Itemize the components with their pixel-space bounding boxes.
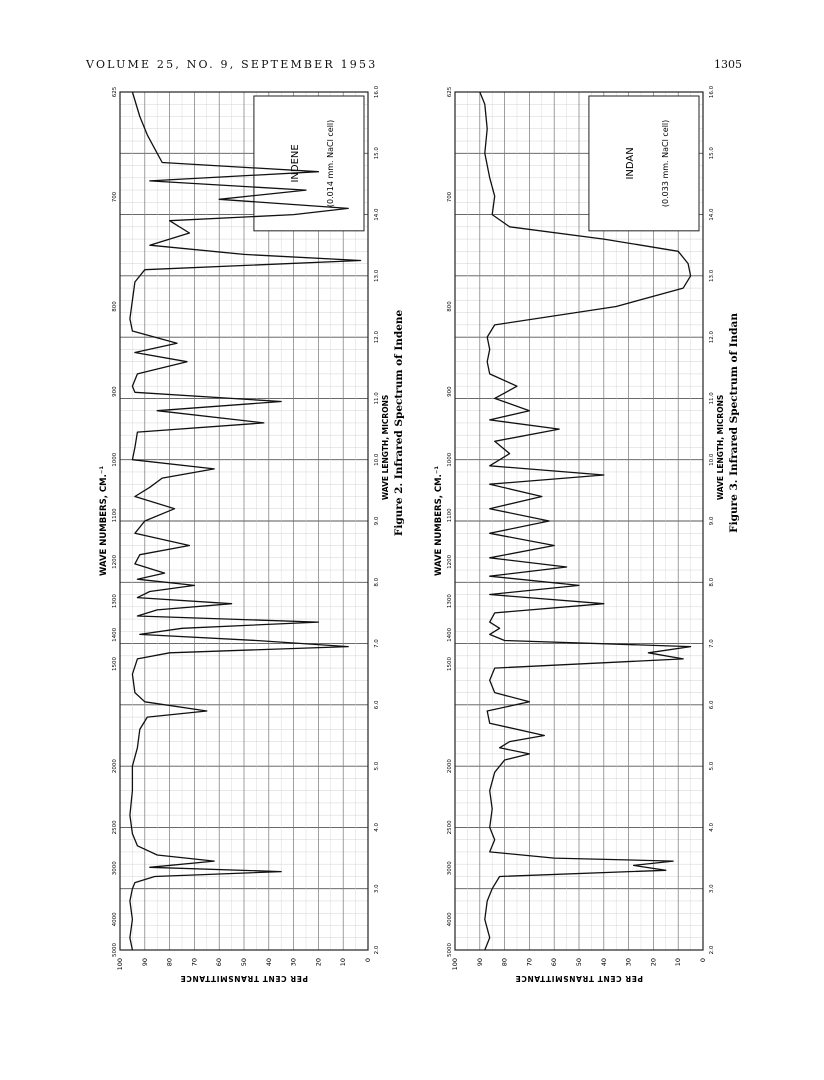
legend-subtitle: (0.014 mm. NaCl cell) [326, 119, 336, 208]
micron-tick-label: 2.0 [709, 945, 715, 955]
transmittance-tick-label: 40 [264, 958, 273, 967]
wavenumber-tick-label: 900 [447, 386, 453, 397]
wavenumber-axis-title: WAVE NUMBERS, CM.⁻¹ [99, 465, 109, 577]
wavenumber-tick-label: 2000 [447, 759, 453, 774]
transmittance-tick-label: 0 [364, 958, 372, 963]
micron-tick-label: 14.0 [709, 208, 715, 221]
micron-tick-label: 6.0 [709, 700, 715, 710]
figure-indan-spectrum [434, 85, 740, 983]
micron-tick-label: 13.0 [374, 269, 380, 282]
transmittance-tick-label: 50 [575, 958, 583, 967]
transmittance-tick-label: 0 [699, 958, 707, 963]
figure-caption: Figure 3. Infrared Spectrum of Indan [728, 313, 740, 533]
transmittance-tick-label: 100 [116, 958, 124, 971]
micron-tick-label: 16.0 [709, 85, 715, 99]
wavenumber-tick-label: 1100 [447, 508, 453, 523]
micron-tick-label: 7.0 [374, 639, 380, 648]
wavenumber-tick-label: 625 [112, 86, 118, 98]
micron-tick-label: 8.0 [374, 577, 380, 587]
wavenumber-tick-label: 1400 [447, 627, 453, 642]
micron-tick-label: 4.0 [709, 823, 715, 832]
legend-box [254, 96, 364, 231]
transmittance-tick-label: 70 [525, 958, 534, 967]
transmittance-tick-label: 80 [165, 958, 174, 967]
wavenumber-tick-label: 5000 [112, 943, 118, 957]
micron-tick-label: 11.0 [374, 392, 380, 405]
micron-tick-label: 3.0 [709, 884, 715, 894]
wavenumber-tick-label: 3000 [112, 861, 118, 876]
wavenumber-tick-label: 4000 [447, 912, 453, 927]
wavenumber-tick-label: 1500 [112, 657, 118, 671]
transmittance-tick-label: 30 [624, 958, 633, 967]
wavenumber-tick-label: 3000 [447, 861, 453, 876]
wavenumber-tick-label: 700 [447, 191, 453, 203]
transmittance-tick-label: 60 [550, 958, 559, 967]
figure-caption: Figure 2. Infrared Spectrum of Indene [393, 309, 405, 537]
transmittance-tick-label: 100 [451, 958, 459, 971]
wavenumber-tick-label: 4000 [112, 912, 118, 927]
micron-tick-label: 15.0 [374, 147, 380, 160]
transmittance-tick-label: 10 [674, 958, 683, 967]
wavenumber-tick-label: 5000 [447, 943, 453, 957]
wavenumber-tick-label: 800 [447, 301, 453, 312]
transmittance-tick-label: 10 [339, 958, 348, 967]
legend-title: INDAN [624, 147, 636, 180]
micron-tick-label: 11.0 [709, 392, 715, 405]
transmittance-tick-label: 20 [314, 958, 323, 967]
wavenumber-tick-label: 1400 [112, 627, 118, 642]
micron-tick-label: 5.0 [374, 761, 380, 771]
transmittance-tick-label: 80 [500, 958, 509, 967]
y-axis-title: PER CENT TRANSMITTANCE [515, 974, 643, 983]
micron-tick-label: 8.0 [709, 577, 715, 587]
wavenumber-tick-label: 2000 [112, 759, 118, 774]
micron-tick-label: 14.0 [374, 208, 380, 221]
page-number: 1305 [714, 58, 742, 71]
y-axis-title: PER CENT TRANSMITTANCE [180, 974, 308, 983]
wavenumber-tick-label: 900 [112, 386, 118, 397]
micron-tick-label: 16.0 [374, 85, 380, 99]
transmittance-tick-label: 90 [475, 958, 484, 967]
wavenumber-tick-label: 1300 [112, 594, 118, 609]
running-title: VOLUME 25, NO. 9, SEPTEMBER 1953 [86, 58, 378, 71]
micron-tick-label: 2.0 [374, 945, 380, 955]
wavelength-axis-title: WAVE LENGTH, MICRONS [716, 394, 725, 501]
transmittance-tick-label: 30 [289, 958, 298, 967]
transmittance-tick-label: 90 [140, 958, 149, 967]
transmittance-tick-label: 70 [190, 958, 199, 967]
wavenumber-tick-label: 1300 [447, 594, 453, 609]
micron-tick-label: 10.0 [709, 453, 715, 466]
micron-tick-label: 10.0 [374, 453, 380, 466]
micron-tick-label: 9.0 [709, 516, 715, 526]
wavenumber-tick-label: 1200 [447, 554, 453, 569]
legend-subtitle: (0.033 mm. NaCl cell) [661, 119, 671, 208]
wavenumber-tick-label: 1200 [112, 554, 118, 569]
wavenumber-tick-label: 1500 [447, 657, 453, 671]
micron-tick-label: 12.0 [374, 331, 380, 344]
legend-box [589, 96, 699, 231]
micron-tick-label: 4.0 [374, 823, 380, 832]
wavenumber-tick-label: 1100 [112, 508, 118, 523]
wavenumber-tick-label: 1000 [112, 452, 118, 467]
transmittance-tick-label: 60 [215, 958, 224, 967]
wavenumber-tick-label: 2500 [447, 820, 453, 835]
micron-tick-label: 12.0 [709, 331, 715, 344]
wavenumber-tick-label: 800 [112, 301, 118, 312]
wavenumber-tick-label: 2500 [112, 820, 118, 835]
micron-tick-label: 6.0 [374, 700, 380, 710]
wavenumber-tick-label: 1000 [447, 452, 453, 467]
micron-tick-label: 5.0 [709, 761, 715, 771]
micron-tick-label: 7.0 [709, 639, 715, 648]
figure-indene-spectrum [99, 85, 405, 983]
micron-tick-label: 3.0 [374, 884, 380, 894]
micron-tick-label: 9.0 [374, 516, 380, 526]
wavenumber-tick-label: 700 [112, 191, 118, 203]
wavenumber-tick-label: 625 [447, 86, 453, 98]
transmittance-tick-label: 20 [649, 958, 658, 967]
wavelength-axis-title: WAVE LENGTH, MICRONS [381, 394, 390, 501]
wavenumber-axis-title: WAVE NUMBERS, CM.⁻¹ [434, 465, 444, 577]
transmittance-tick-label: 50 [240, 958, 248, 967]
transmittance-tick-label: 40 [599, 958, 608, 967]
legend-title: INDENE [289, 144, 301, 183]
micron-tick-label: 15.0 [709, 147, 715, 160]
micron-tick-label: 13.0 [709, 269, 715, 282]
